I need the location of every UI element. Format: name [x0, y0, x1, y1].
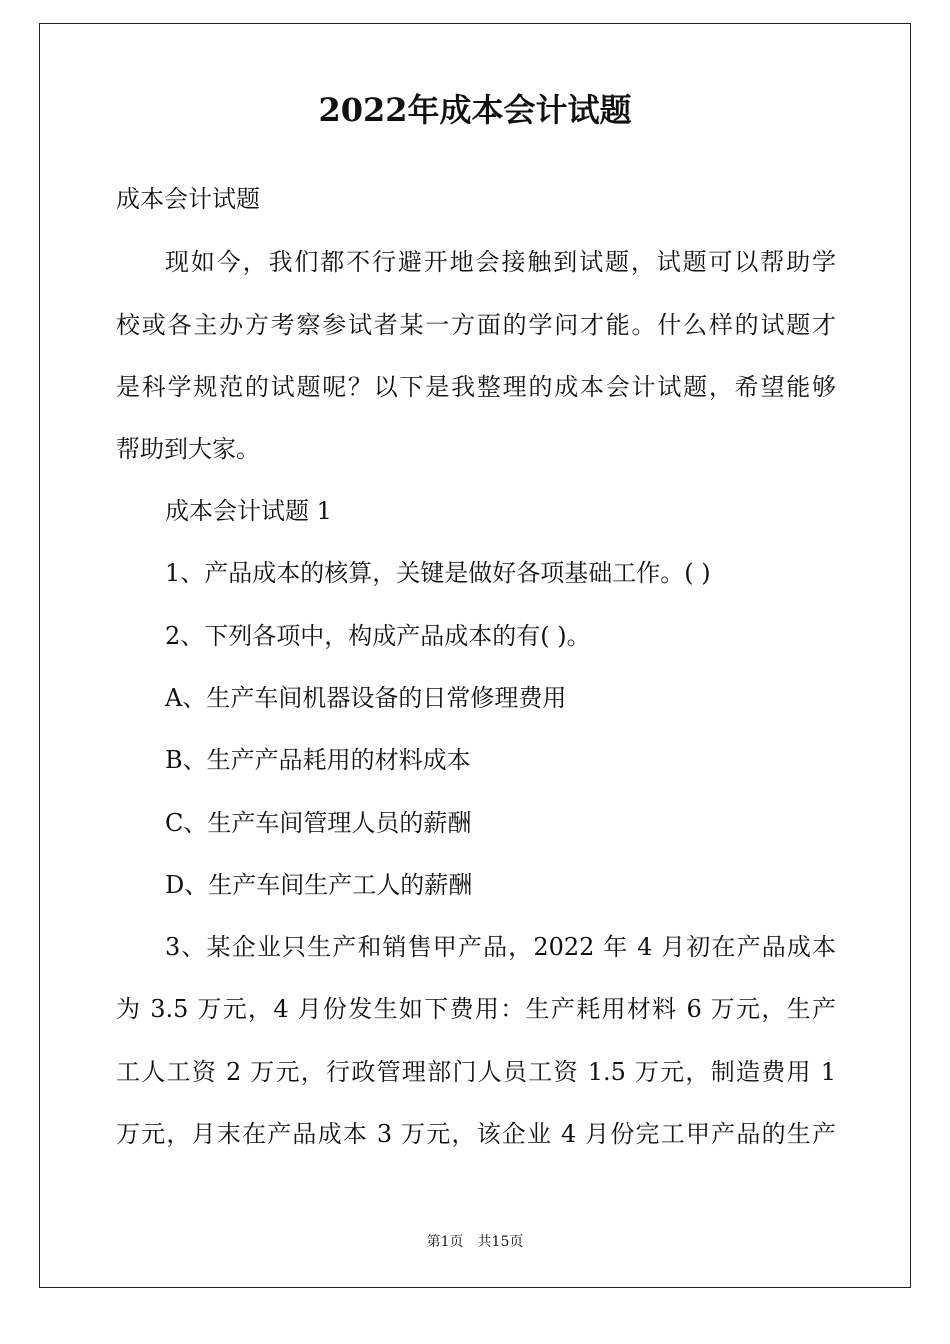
intro-line-2: 校或各主办方考察参试者某一方面的学问才能。什么样的试题才 [116, 311, 836, 339]
document-title: 2022年成本会计试题 [318, 91, 632, 129]
question-1: 1、产品成本的核算，关键是做好各项基础工作。( ) [165, 559, 711, 587]
question-3-line-4: 万元，月末在产品成本 3 万元，该企业 4 月份完工甲产品的生产 [116, 1120, 836, 1148]
intro-line-3: 是科学规范的试题呢？以下是我整理的成本会计试题，希望能够 [116, 373, 836, 401]
intro-line-1: 现如今，我们都不行避开地会接触到试题，试题可以帮助学 [165, 248, 836, 276]
question-3-line-2: 为 3.5 万元，4 月份发生如下费用：生产耗用材料 6 万元，生产 [116, 995, 836, 1023]
page-footer: 第1页 共15页 [426, 1234, 524, 1250]
question-3-line-3: 工人工资 2 万元，行政管理部门人员工资 1.5 万元，制造费用 1 [116, 1058, 836, 1086]
question-2: 2、下列各项中，构成产品成本的有( )。 [165, 622, 591, 650]
subtitle: 成本会计试题 [116, 185, 260, 213]
question-2-option-b: B、生产产品耗用的材料成本 [165, 746, 471, 774]
question-3-line-1: 3、某企业只生产和销售甲产品，2022 年 4 月初在产品成本 [165, 933, 836, 961]
section-heading: 成本会计试题 1 [165, 497, 332, 525]
question-2-option-d: D、生产车间生产工人的薪酬 [165, 871, 473, 899]
intro-line-4: 帮助到大家。 [116, 435, 260, 463]
question-2-option-a: A、生产车间机器设备的日常修理费用 [165, 684, 567, 712]
question-2-option-c: C、生产车间管理人员的薪酬 [165, 809, 472, 837]
